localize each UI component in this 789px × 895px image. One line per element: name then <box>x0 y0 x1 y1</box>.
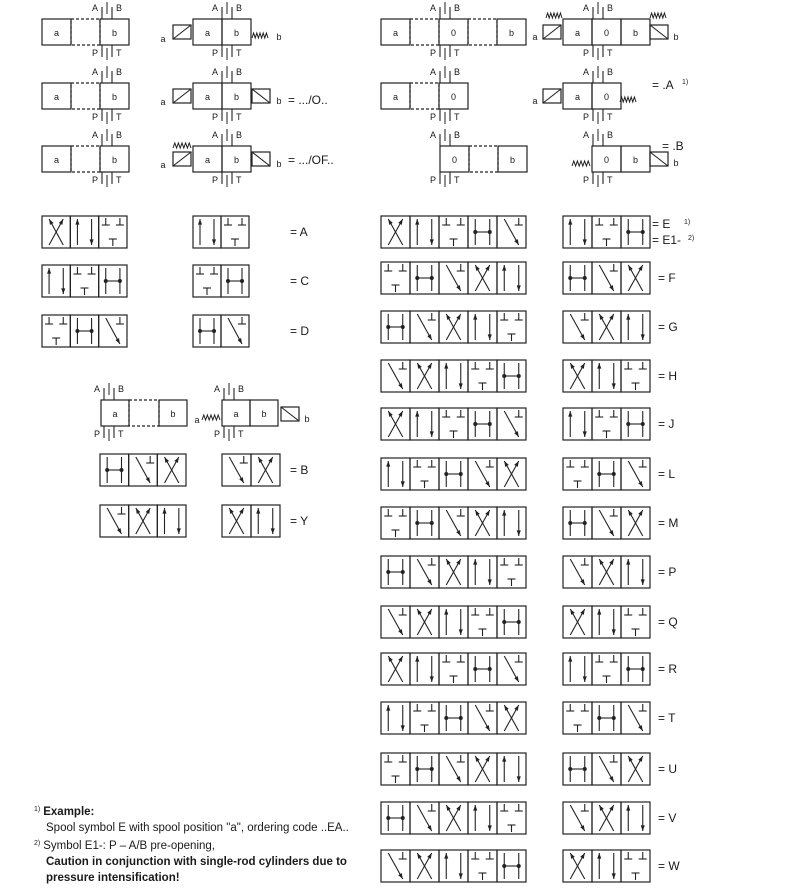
svg-text:B: B <box>607 3 614 13</box>
svg-text:A: A <box>211 130 218 140</box>
svg-text:A: A <box>91 3 98 13</box>
valve-2pos-of-2 <box>193 129 251 187</box>
svg-text:P: P <box>211 48 218 58</box>
svg-text:A: A <box>211 3 218 13</box>
spool-right-2-4 <box>563 458 650 490</box>
spool-code-right-8: = R <box>658 662 678 676</box>
svg-text:a: a <box>53 155 60 165</box>
svg-text:b: b <box>233 92 240 102</box>
spool-code-e-sup2: 2) <box>688 235 695 242</box>
spool-code-left-2: = D <box>290 324 310 338</box>
svg-text:P: P <box>429 112 436 122</box>
spool-code-right-3: = J <box>658 417 675 431</box>
spool-left-1-2 <box>42 315 127 347</box>
svg-text:P: P <box>213 429 220 439</box>
spool-right-1-4 <box>381 458 526 490</box>
svg-text:A: A <box>211 67 218 77</box>
spool-left-2-1 <box>193 265 249 297</box>
svg-text:A: A <box>582 3 589 13</box>
spool-left-4-0 <box>222 454 280 486</box>
svg-text:a: a <box>204 155 211 165</box>
valve-a-2 <box>563 66 621 124</box>
svg-text:b: b <box>304 414 310 424</box>
svg-text:0: 0 <box>603 28 610 38</box>
svg-text:A: A <box>429 67 436 77</box>
svg-text:b: b <box>673 158 679 168</box>
svg-text:T: T <box>118 429 124 439</box>
svg-text:B: B <box>116 3 123 13</box>
spool-right-2-0 <box>563 262 650 294</box>
spool-right-2-5 <box>563 507 650 539</box>
spool-left-1-1 <box>42 265 127 297</box>
svg-text:A: A <box>429 3 436 13</box>
spool-right-1-6 <box>381 556 526 588</box>
spool-code-right-2: = H <box>658 369 678 383</box>
spool-right-1-9 <box>381 702 526 734</box>
svg-text:T: T <box>607 112 613 122</box>
svg-text:a: a <box>160 160 166 170</box>
svg-text:P: P <box>91 112 98 122</box>
svg-text:T: T <box>607 48 613 58</box>
svg-text:b: b <box>233 28 240 38</box>
spool-right-2-9 <box>563 702 650 734</box>
svg-text:b: b <box>673 32 679 42</box>
svg-text:a: a <box>194 415 200 425</box>
svg-text:T: T <box>116 175 122 185</box>
code-a-label: = .A <box>652 78 674 92</box>
spool-right-2-3 <box>563 408 650 440</box>
svg-text:P: P <box>91 48 98 58</box>
svg-text:b: b <box>111 155 118 165</box>
svg-text:T: T <box>454 175 460 185</box>
spool-right-2-6 <box>563 556 650 588</box>
spool-left-2-2 <box>193 315 249 347</box>
svg-text:a: a <box>574 92 581 102</box>
svg-text:P: P <box>429 48 436 58</box>
svg-text:P: P <box>211 112 218 122</box>
svg-text:B: B <box>607 130 614 140</box>
spool-right-2-1 <box>563 311 650 343</box>
valve-b-1 <box>430 129 527 187</box>
spool-right-1-3 <box>381 408 526 440</box>
spool-code-right-6: = P <box>658 565 677 579</box>
svg-text:P: P <box>91 175 98 185</box>
svg-text:a: a <box>392 28 399 38</box>
svg-text:B: B <box>607 67 614 77</box>
svg-text:a: a <box>574 28 581 38</box>
footnote-1-text: Spool symbol E with spool position "a", ordering code ..EA.. <box>46 822 349 834</box>
svg-text:a: a <box>112 409 118 419</box>
svg-text:A: A <box>93 384 100 394</box>
svg-text:A: A <box>91 67 98 77</box>
svg-text:T: T <box>116 112 122 122</box>
spool-code-right-1: = G <box>658 320 678 334</box>
svg-text:b: b <box>111 92 118 102</box>
svg-text:0: 0 <box>450 92 457 102</box>
svg-text:a: a <box>233 409 239 419</box>
spool-right-2-11 <box>563 802 650 834</box>
valve-2pos-1 <box>42 2 129 60</box>
spool-right-2-12 <box>563 850 650 882</box>
spool-right-1-0 <box>381 262 526 294</box>
spool-code-e-line2: = E1- <box>652 233 682 247</box>
svg-text:b: b <box>276 32 282 42</box>
svg-text:A: A <box>582 67 589 77</box>
svg-text:0: 0 <box>451 155 458 165</box>
svg-text:T: T <box>236 112 242 122</box>
svg-text:T: T <box>454 48 460 58</box>
svg-text:b: b <box>508 28 515 38</box>
svg-text:A: A <box>213 384 220 394</box>
spool-right-e-1 <box>381 216 526 248</box>
spool-right-1-10 <box>381 753 526 785</box>
spool-right-1-1 <box>381 311 526 343</box>
spool-code-e-sup1: 1) <box>684 219 691 226</box>
svg-text:T: T <box>238 429 244 439</box>
svg-text:B: B <box>454 67 461 77</box>
footnote-2-warning: Caution in conjunction with single-rod cylinders due to pressure intensification! <box>46 856 347 884</box>
valve-a-1 <box>381 66 468 124</box>
code-b-label: = .B <box>662 139 684 153</box>
svg-text:a: a <box>532 32 538 42</box>
svg-text:b: b <box>261 409 267 419</box>
svg-text:P: P <box>93 429 100 439</box>
svg-text:a: a <box>204 28 211 38</box>
svg-text:B: B <box>236 3 243 13</box>
spool-code-right-5: = M <box>658 516 679 530</box>
svg-text:B: B <box>116 67 123 77</box>
spool-left-2-0 <box>193 216 249 248</box>
svg-text:B: B <box>238 384 245 394</box>
svg-text:b: b <box>276 96 282 106</box>
svg-text:T: T <box>236 175 242 185</box>
svg-text:b: b <box>509 155 516 165</box>
svg-text:b: b <box>632 28 639 38</box>
spool-right-1-12 <box>381 850 526 882</box>
footnote-2-text: $^{2)}$ Symbol E1-: P – A/B pre-opening, <box>34 840 215 852</box>
spool-right-2-7 <box>563 606 650 638</box>
valve-b-block-1 <box>94 383 187 441</box>
spool-code-e-line1: = E <box>652 217 671 231</box>
svg-text:a: a <box>160 97 166 107</box>
spool-code-right-9: = T <box>658 711 676 725</box>
spool-right-1-2 <box>381 360 526 392</box>
svg-text:B: B <box>454 130 461 140</box>
svg-text:0: 0 <box>603 92 610 102</box>
valve-2pos-o-2 <box>193 66 251 124</box>
spool-left-4-1 <box>222 505 280 537</box>
spool-right-1-8 <box>381 653 526 685</box>
svg-text:P: P <box>211 175 218 185</box>
spool-left-3-0 <box>100 454 186 486</box>
svg-text:a: a <box>204 92 211 102</box>
valve-2pos-of-1 <box>42 129 129 187</box>
spool-code-left-4: = Y <box>290 514 309 528</box>
svg-text:a: a <box>53 92 60 102</box>
svg-text:P: P <box>582 48 589 58</box>
valve-b-block-2 <box>214 383 278 441</box>
svg-text:a: a <box>53 28 60 38</box>
svg-text:b: b <box>276 159 282 169</box>
svg-text:T: T <box>116 48 122 58</box>
code-a-sup: 1) <box>682 79 689 86</box>
svg-text:b: b <box>111 28 118 38</box>
svg-text:P: P <box>429 175 436 185</box>
svg-text:a: a <box>160 34 166 44</box>
valve-3pos-2 <box>563 2 650 60</box>
valve-2pos-o-1 <box>42 66 129 124</box>
svg-text:A: A <box>91 130 98 140</box>
spool-code-right-10: = U <box>658 762 678 776</box>
spool-code-right-7: = Q <box>658 615 678 629</box>
spool-code-left-0: = A <box>290 225 308 239</box>
footnote-1-title: $^{1)}$ Example: <box>34 806 95 818</box>
svg-text:0: 0 <box>450 28 457 38</box>
svg-text:T: T <box>236 48 242 58</box>
valve-b-2 <box>583 129 650 187</box>
spool-code-left-1: = C <box>290 274 310 288</box>
svg-text:A: A <box>429 130 436 140</box>
svg-text:B: B <box>236 67 243 77</box>
spool-right-e-2 <box>563 216 650 248</box>
svg-text:b: b <box>632 155 639 165</box>
spool-right-2-10 <box>563 753 650 785</box>
svg-text:P: P <box>582 175 589 185</box>
svg-text:B: B <box>454 3 461 13</box>
spool-right-2-2 <box>563 360 650 392</box>
svg-text:b: b <box>233 155 240 165</box>
spool-code-left-3: = B <box>290 463 309 477</box>
footnotes <box>34 802 374 886</box>
svg-text:A: A <box>582 130 589 140</box>
svg-text:P: P <box>582 112 589 122</box>
svg-text:B: B <box>116 130 123 140</box>
spool-right-2-8 <box>563 653 650 685</box>
spool-left-3-1 <box>100 505 186 537</box>
spool-right-1-7 <box>381 606 526 638</box>
svg-text:T: T <box>454 112 460 122</box>
spool-right-1-5 <box>381 507 526 539</box>
spool-right-1-11 <box>381 802 526 834</box>
spool-code-right-12: = W <box>658 859 680 873</box>
spool-left-1-0 <box>42 216 127 248</box>
svg-text:B: B <box>118 384 125 394</box>
svg-text:a: a <box>532 96 538 106</box>
svg-text:0: 0 <box>603 155 610 165</box>
spool-code-right-0: = F <box>658 271 676 285</box>
valve-3pos-1 <box>381 2 526 60</box>
svg-text:b: b <box>170 409 176 419</box>
spool-code-right-4: = L <box>658 467 676 481</box>
svg-text:B: B <box>236 130 243 140</box>
code-of-label: = .../OF.. <box>288 153 334 167</box>
code-o-label: = .../O.. <box>288 93 328 107</box>
svg-text:T: T <box>607 175 613 185</box>
svg-text:a: a <box>392 92 399 102</box>
spool-code-right-11: = V <box>658 811 677 825</box>
valve-2pos-2 <box>193 2 251 60</box>
